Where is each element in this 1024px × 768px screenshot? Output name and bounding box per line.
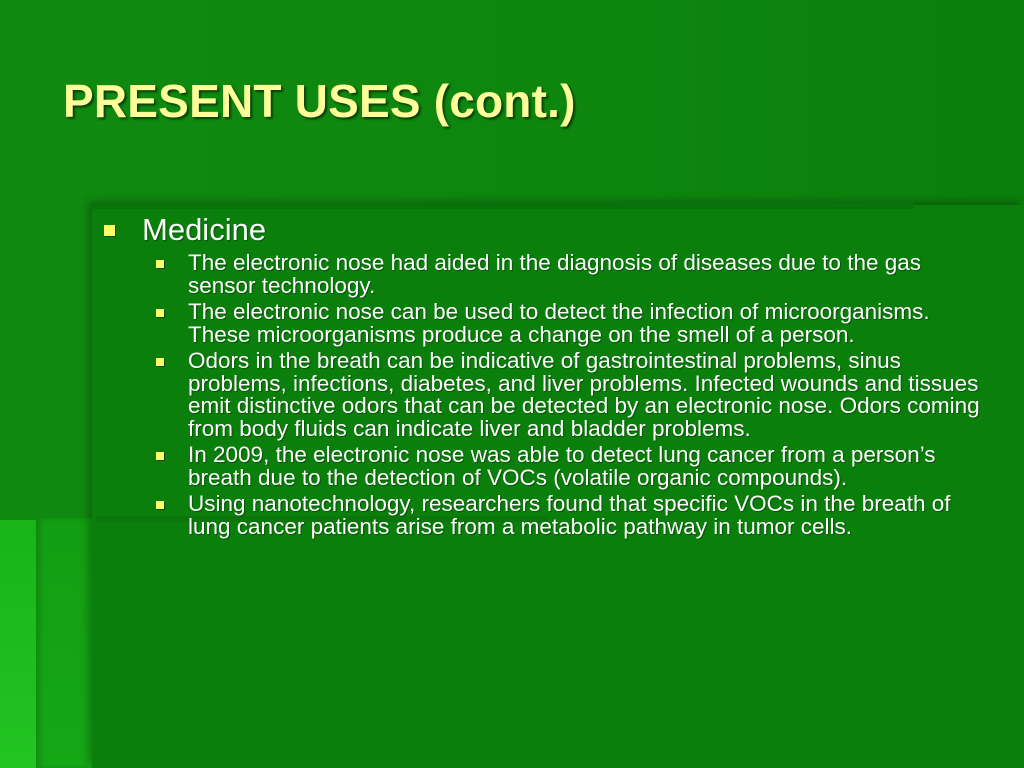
background-accent-left (0, 520, 40, 768)
sub-bullet-list (104, 252, 984, 538)
square-bullet-icon (156, 452, 164, 460)
sub-bullet-item (104, 444, 984, 489)
square-bullet-icon (156, 501, 164, 509)
sub-bullet-text: In 2009, the electronic nose was able to detect lung cancer from a person’s breath due to the detection of VOCs (volatile organic compounds). (188, 442, 936, 490)
sub-bullet-item (104, 350, 984, 440)
sub-bullet-text: The electronic nose had aided in the diagnosis of diseases due to the gas sensor technology. (188, 250, 921, 298)
square-bullet-icon (156, 358, 164, 366)
sub-bullet-text: The electronic nose can be used to detect the infection of microorganisms. These microorganisms produce a change on the smell of a person. (188, 299, 930, 347)
sub-bullet-text: Using nanotechnology, researchers found that specific VOCs in the breath of lung cancer patients arise from a metabolic pathway in tumor cells. (188, 491, 951, 539)
sub-bullet-text: Odors in the breath can be indicative of gastrointestinal problems, sinus problems, infections, diabetes, and liver problems. Infected wounds and tissues emit distinctive odors that can be detected by an electronic nose. Odors coming from body fluids can indicate liver and bladder problems. (188, 348, 980, 441)
sub-bullet-item (104, 301, 984, 346)
square-bullet-icon (156, 260, 164, 268)
slide-title: PRESENT USES (cont.) (63, 75, 576, 127)
slide-body (104, 212, 984, 542)
content-panel-top-edge (92, 203, 914, 209)
square-bullet-icon (104, 225, 115, 236)
bullet-medicine (104, 212, 984, 248)
bullet-label: Medicine (142, 212, 267, 247)
sub-bullet-item (104, 493, 984, 538)
background-accent-panel (36, 518, 96, 768)
square-bullet-icon (156, 309, 164, 317)
sub-bullet-item (104, 252, 984, 297)
